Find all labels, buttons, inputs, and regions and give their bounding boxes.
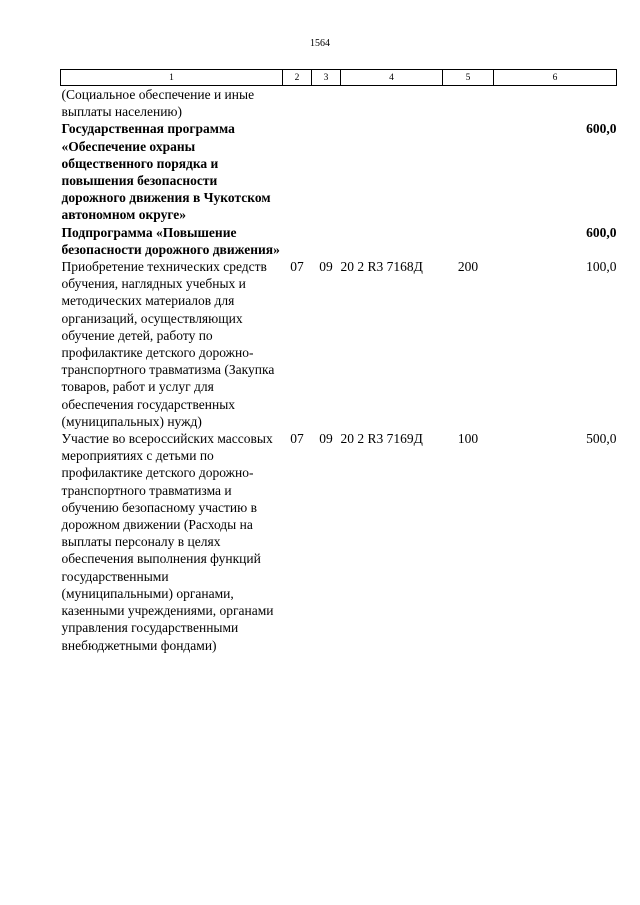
row-section: 07 (290, 431, 304, 447)
table-row (61, 120, 617, 223)
row-expense-type (443, 86, 494, 121)
table-row (61, 430, 617, 654)
row-target-article (341, 224, 443, 258)
row-expense-type (443, 224, 494, 258)
header-col-4: 4 (341, 70, 443, 86)
row-amount: 600,0 (586, 121, 617, 137)
header-col-2: 2 (283, 70, 312, 86)
row-subsection: 09 (319, 431, 333, 447)
row-name: Государственная программа «Обеспечение охраны общественного порядка и повышения безопасности дорожного движения в Чукотском автономном округе» (61, 121, 271, 223)
header-row (61, 70, 617, 86)
header-col-6: 6 (494, 70, 617, 86)
row-section (283, 86, 312, 121)
table-row (61, 224, 617, 258)
row-amount: 600,0 (586, 224, 617, 240)
table-header (61, 70, 617, 86)
row-amount (494, 86, 617, 121)
row-name: Приобретение технических средств обучения, наглядных учебных и методических материалов для организаций, осуществляющих обучение детей, работу по профилактике детского дорожно-транспортного травматизма (Закупка товаров, работ и услуг для обеспечения государственных (муниципальных) нужд) (61, 259, 275, 429)
row-name: Участие во всероссийских массовых мероприятиях с детьми по профилактике детского дорожно-транспортного травматизма и обучению безопасному участию в дорожном движении (Расходы на выплаты персоналу в целях обеспечения выполнения функций государственными (муниципальными) органами, казенными учреждениями, органами управления государственными внебюджетными фондами) (61, 431, 274, 653)
row-amount: 100,0 (586, 259, 617, 275)
row-subsection (312, 86, 341, 121)
header-col-1: 1 (61, 70, 283, 86)
table-row (61, 258, 617, 430)
row-amount: 500,0 (586, 431, 617, 447)
page-number: 1564 (310, 38, 330, 49)
row-name: Подпрограмма «Повышение безопасности дорожного движения» (61, 224, 280, 257)
row-subsection (312, 224, 341, 258)
row-expense-type (443, 120, 494, 223)
row-expense-type: 100 (457, 431, 479, 447)
header-col-5: 5 (443, 70, 494, 86)
row-target-article (341, 86, 443, 121)
row-section (283, 224, 312, 258)
row-section: 07 (290, 259, 304, 275)
row-name: (Социальное обеспечение и иные выплаты населению) (61, 87, 255, 120)
budget-table (60, 69, 617, 654)
row-expense-type: 200 (457, 259, 479, 275)
row-subsection: 09 (319, 259, 333, 275)
table-body (61, 86, 617, 654)
header-col-3: 3 (312, 70, 341, 86)
row-target-article: 20 2 R3 7169Д (340, 431, 423, 447)
row-section (283, 120, 312, 223)
row-target-article (341, 120, 443, 223)
table-row (61, 86, 617, 121)
row-subsection (312, 120, 341, 223)
row-target-article: 20 2 R3 7168Д (340, 259, 423, 275)
